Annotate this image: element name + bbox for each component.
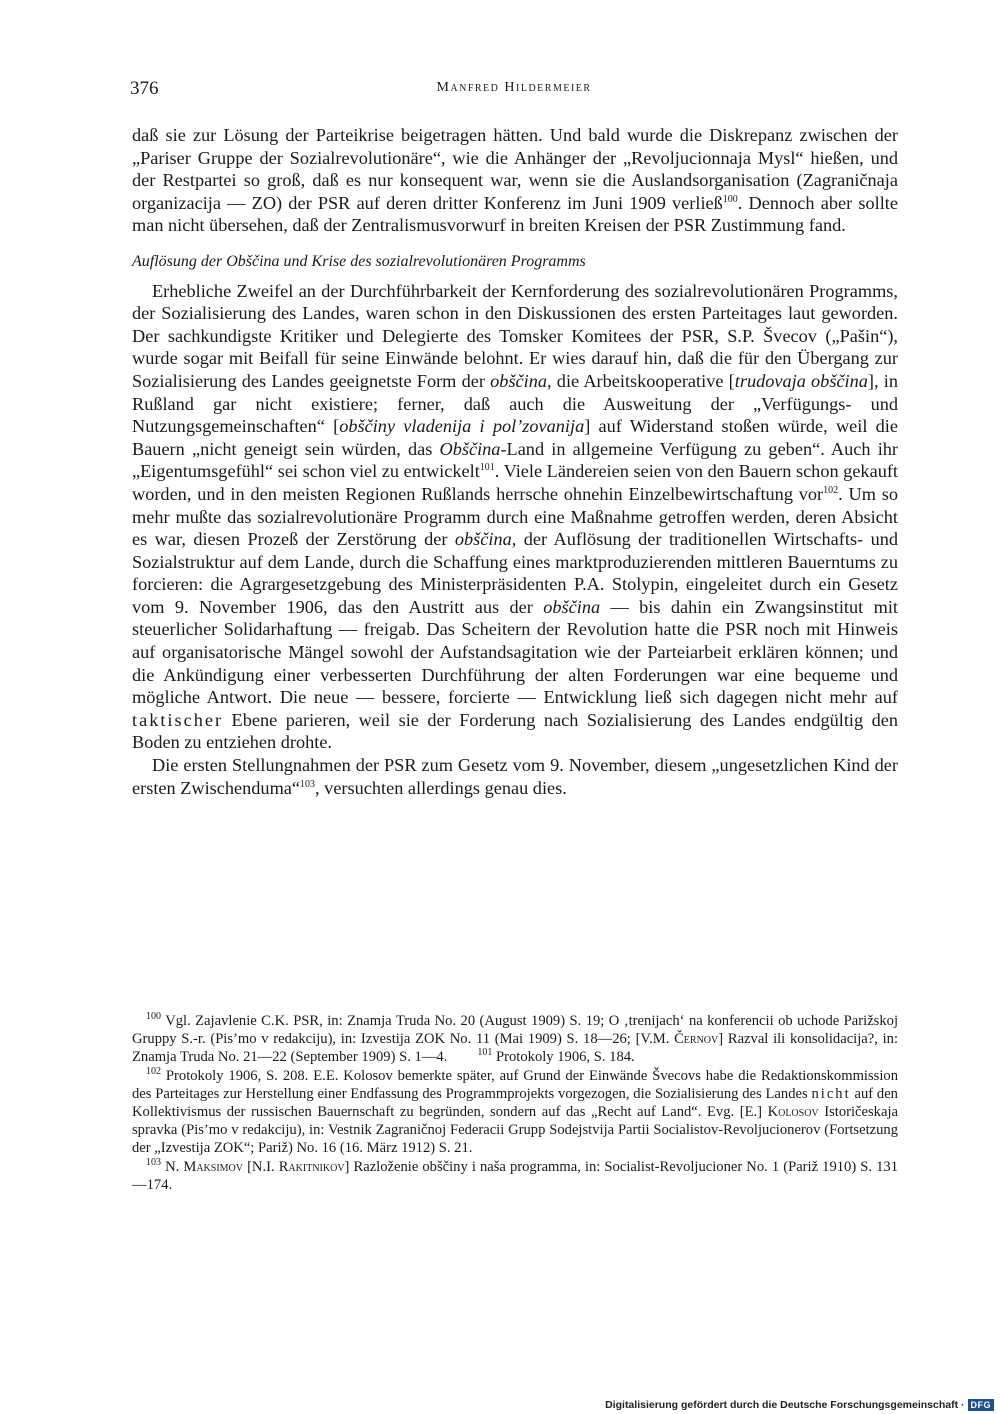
footnote-marker: 103 (300, 778, 316, 790)
footnote-number: 102 (146, 1065, 161, 1077)
author-name: Maksimov (183, 1158, 243, 1175)
footnote-text: [N.I. (243, 1158, 279, 1175)
footnote-number: 100 (146, 1011, 161, 1023)
author-name: Černov (674, 1031, 719, 1048)
footnote-text: Protokoly 1906, S. 208. E.E. Kolosov bemerkte später, auf Grund der Einwände Švecovs habe die Redaktionskommission des Parteitages zur Herstellung einer Endfassung des Programmprojekts vorgezogen, die Sozialisierung des Landes (132, 1067, 898, 1102)
running-head: Manfred Hildermeier (436, 80, 592, 95)
italic-term: obščina (543, 596, 601, 617)
paragraph-text: — bis dahin ein Zwangsinstitut mit steuerlicher Solidarhaftung — freigab. Das Scheitern der Revolution hatte die PSR noch mit Hinweis auf organisatorische Mängel sowohl der Aufstandsagitation wie der Parteiarbeit erklären können; und die Ankündigung einer verbesserten Durchführung der alten Forderungen war eine bequeme und mögliche Antwort. Die neue — bessere, forcierte — Entwicklung ließ sich dagegen nicht mehr auf (132, 596, 898, 708)
footnote-number: 101 (477, 1047, 493, 1059)
paragraph-2 (132, 280, 898, 754)
paragraph-text: ], in Rußland gar nicht existiere; ferner, daß auch die Ausweitung der „Verfügungs- und Nutzungsgemeinschaften“ [ (132, 370, 899, 437)
paragraph-text: . Dennoch aber sollte man nicht übersehen, daß der Zentralismusvorwurf in breiten Kreisen der PSR Zustimmung fand. (132, 192, 898, 236)
author-name: Rakitnikov (278, 1158, 345, 1175)
author-name: Kolosov (767, 1104, 819, 1121)
section-heading: Auflösung der Obščina und Krise des sozialrevolutionären Programms (132, 252, 586, 270)
paragraph-text: die Arbeitskooperative [ (551, 370, 735, 391)
footnote-text: ] Razval ili konsolidacija?, in: Znamja Truda No. 21—22 (September 1909) S. 1—4. (132, 1031, 898, 1066)
page-number: 376 (130, 78, 159, 99)
paragraph-text: ] auf Widerstand stoßen würde, weil die Bauern „nicht geneigt sein würden, das (132, 416, 898, 459)
footnote-100 (132, 1012, 898, 1067)
footnote-text: Istoričeskaja spravka (Pis’mo v redakciju), in: Vestnik Zagraničnoj Federacii Grupp Sodejstvija Partii Socialistov-Revoljucionerov (Fortsetzung der „Izvestija ZOK“; Pariž) No. 16 (16. März 1912) S. 21. (132, 1104, 898, 1157)
credit-text: Digitalisierung gefördert durch die Deutsche Forschungsgemeinschaft · (605, 1399, 965, 1411)
paragraph-text: daß sie zur Lösung der Parteikrise beigetragen hätten. Und bald wurde die Diskrepanz zwischen der „Pariser Gruppe der Sozialrevolutionäre“, wie die Anhänger der „Revoljucionnaja Mysl“ hießen, und der Restpartei so groß, daß es nur konsequent war, wenn sie die Auslandsorganisation (Zagraničnaja organizacija — ZO) der PSR auf deren dritter Konferenz im Juni 1909 verließ (132, 125, 898, 213)
italic-term: obščina, (490, 370, 552, 391)
paragraph-1 (132, 124, 898, 237)
page-header (130, 78, 898, 106)
footnote-102 (132, 1067, 898, 1158)
paragraph-text: . Viele Ländereien seien von den Bauern schon gekauft worden, und in den meisten Regionen Rußlands herrsche ohnehin Einzelbewirtschaftung vor (132, 461, 898, 504)
spaced-emphasis: nicht (811, 1085, 851, 1102)
paragraph-text: der Auflösung der traditionellen Wirtschafts- und Sozialstruktur auf dem Lande, durch die Schaffung eines marktproduzierenden mittleren Bauerntums zu forcieren: die Agrargesetzgebung des Ministerpräsidenten P.A. Stolypin, eingeleitet durch ein Gesetz vom 9. November 1906, das den Austritt aus der (132, 529, 898, 617)
italic-term: obščina, (454, 529, 517, 550)
paragraph-3 (132, 754, 898, 799)
footnote-103 (132, 1158, 898, 1194)
italic-term: Obščina (439, 438, 501, 459)
body-text (132, 124, 898, 799)
paragraph-text: . Um so mehr mußte das sozialrevolutionäre Programm durch eine Maßnahme getroffen werden, deren Absicht es war, diesen Prozeß der Zerstörung der (132, 483, 898, 550)
paragraph-text: Die ersten Stellungnahmen der PSR zum Gesetz vom 9. November, diesem „ungesetzlichen Kind der ersten Zwischenduma“ (132, 755, 898, 798)
paragraph-text: Erhebliche Zweifel an der Durchführbarkeit der Kernforderung des sozialrevolutionären Programms, der Sozialisierung des Landes, waren schon in den Diskussionen des ersten Parteitages laut geworden. Der sachkundigste Kritiker und Delegierte des Tomsker Komitees der PSR, S.P. Švecov („Pašin“), wurde sogar mit Beifall für seine Einwände belohnt. Er wies darauf hin, daß die für den Übergang zur Sozialisierung des Landes geeignetste Form der (132, 280, 898, 391)
paragraph-text: -Land in allgemeine Verfügung zu geben“. Auch ihr „Eigentumsgefühl“ sei schon viel zu entwickelt (132, 438, 898, 482)
footnote-text: auf den Kollektivismus der russischen Bauernschaft zu begründen, sondern auf das „Recht auf Land“. Evg. [E.] (132, 1085, 898, 1121)
footnotes (132, 1012, 898, 1194)
footnote-marker: 102 (823, 484, 839, 496)
footnote-text: Protokoly 1906, S. 184. (496, 1049, 635, 1066)
footnote-marker: 100 (722, 193, 738, 205)
footnote-marker: 101 (479, 462, 495, 474)
footnote-number: 103 (146, 1156, 161, 1168)
footnote-text: ] Razloženie obščiny i naša programma, in: Socialist-Revoljucioner No. 1 (Pariž 1910) S. 131—174. (132, 1158, 898, 1193)
paragraph-text: Ebene parieren, weil sie der Forderung nach Sozialisierung des Landes endgültig den Boden zu entziehen drohte. (132, 709, 898, 753)
dfg-logo-icon: DFG (968, 1399, 995, 1411)
footnote-101 (477, 1049, 634, 1065)
footnote-text: N. (165, 1158, 184, 1175)
italic-term: obščiny vladenija i pol’zovanija (339, 416, 585, 437)
italic-term: trudovaja obščina (734, 370, 868, 391)
spaced-emphasis: taktischer (132, 709, 224, 730)
paragraph-text: , versuchten allerdings genau dies. (315, 777, 567, 798)
footnote-text: Vgl. Zajavlenie C.K. PSR, in: Znamja Truda No. 20 (August 1909) S. 19; O ‚trenijach‘ na konferencii ob uchode Parižskoj Gruppy S.-r. (Pis’mo v redakciju), in: Izvestija ZOK No. 11 (Mai 1909) S. 18—26; [V.M. (132, 1013, 898, 1048)
funding-credit (605, 1397, 994, 1413)
